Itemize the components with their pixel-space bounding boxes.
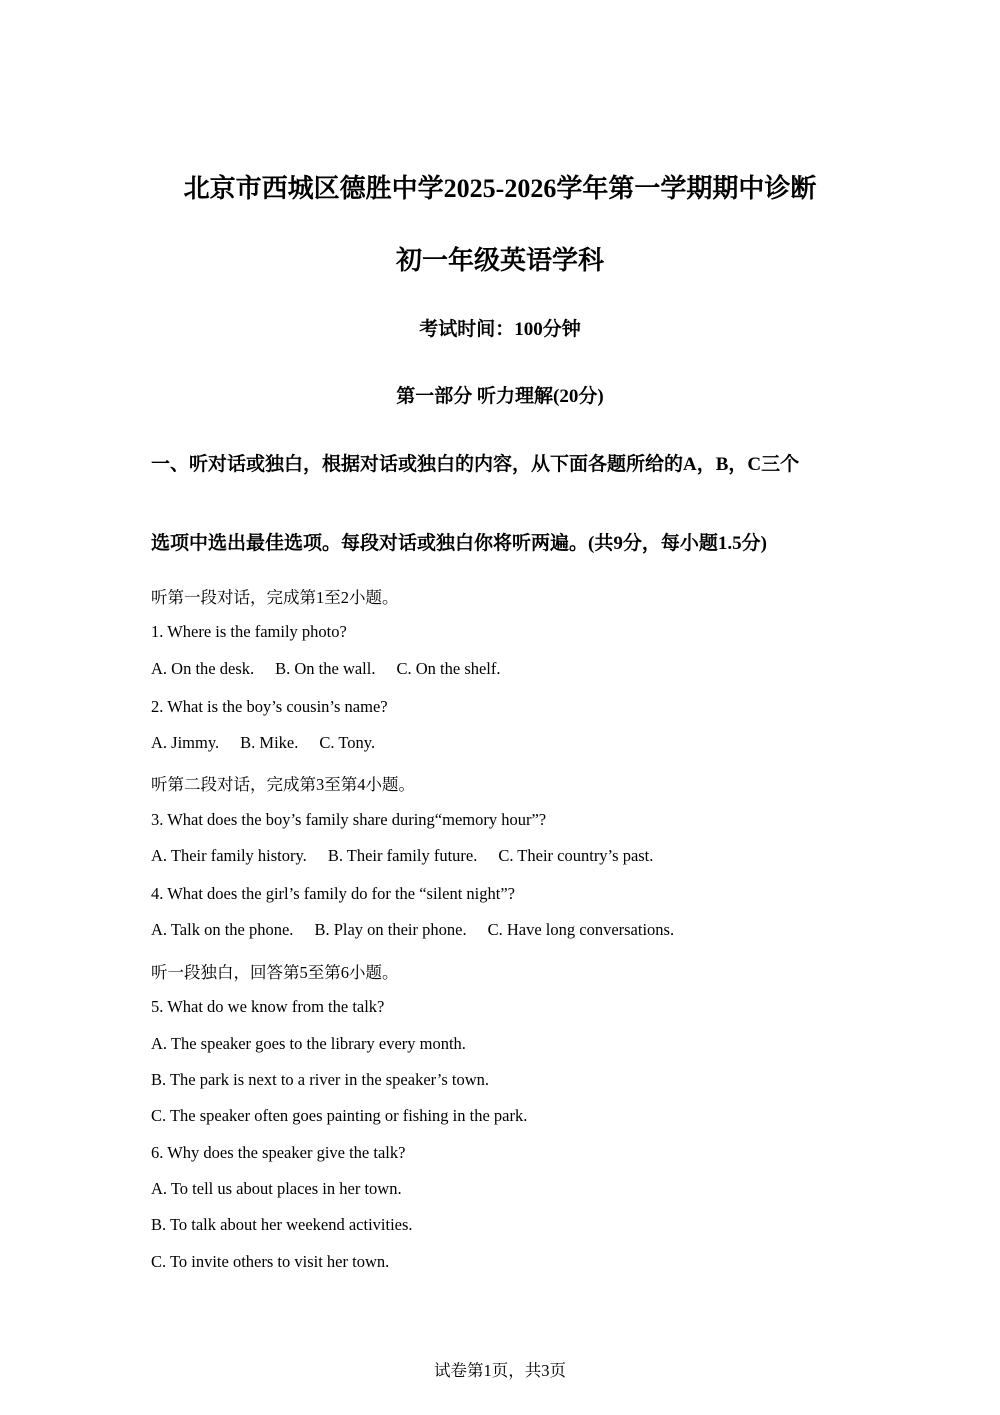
option-c: C. On the shelf. — [396, 659, 501, 678]
option-a: A. On the desk. — [151, 659, 255, 678]
question-4-options — [151, 920, 674, 940]
section-instruction-line2: 选项中选出最佳选项。每段对话或独白你将听两遍。(共9分，每小题1.5分) — [151, 533, 767, 554]
question-3: 3. What does the boy’s family share during“memory hour”? — [151, 810, 547, 829]
question-6-option-a: A. To tell us about places in her town. — [151, 1179, 402, 1198]
question-6-option-c: C. To invite others to visit her town. — [151, 1252, 390, 1271]
question-5-option-b: B. The park is next to a river in the speaker’s town. — [151, 1070, 490, 1089]
option-c: C. Have long conversations. — [487, 920, 675, 939]
question-5-option-c: C. The speaker often goes painting or fishing in the park. — [151, 1106, 528, 1125]
question-5: 5. What do we know from the talk? — [151, 997, 385, 1016]
section-instruction-line1: 一、听对话或独白，根据对话或独白的内容，从下面各题所给的A，B，C三个 — [151, 454, 800, 475]
question-2-options — [151, 733, 375, 753]
question-1: 1. Where is the family photo? — [151, 622, 347, 641]
monologue-intro: 听一段独白，回答第5至第6小题。 — [151, 963, 399, 982]
question-6-option-b: B. To talk about her weekend activities. — [151, 1215, 413, 1234]
question-5-option-a: A. The speaker goes to the library every month. — [151, 1034, 466, 1053]
dialog1-intro: 听第一段对话，完成第1至2小题。 — [151, 588, 399, 607]
option-a: A. Talk on the phone. — [151, 920, 294, 939]
option-c: C. Tony. — [319, 733, 376, 752]
option-a: A. Their family history. — [151, 846, 307, 865]
exam-time: 考试时间：100分钟 — [419, 319, 581, 340]
page-footer: 试卷第1页，共3页 — [434, 1361, 566, 1380]
option-b: B. Their family future. — [327, 846, 478, 865]
question-4: 4. What does the girl’s family do for the “silent night”? — [151, 884, 515, 903]
option-c: C. Their country’s past. — [498, 846, 654, 865]
option-b: B. Play on their phone. — [314, 920, 467, 939]
question-3-options — [151, 846, 653, 866]
exam-title-line1: 北京市西城区德胜中学2025-2026学年第一学期期中诊断 — [183, 174, 817, 203]
option-b: B. On the wall. — [275, 659, 376, 678]
exam-title-line2: 初一年级英语学科 — [395, 246, 604, 275]
option-a: A. Jimmy. — [151, 733, 220, 752]
dialog2-intro: 听第二段对话，完成第3至第4小题。 — [151, 775, 415, 794]
question-2: 2. What is the boy’s cousin’s name? — [151, 697, 388, 716]
option-b: B. Mike. — [240, 733, 299, 752]
question-6: 6. Why does the speaker give the talk? — [151, 1143, 406, 1162]
part-title: 第一部分 听力理解(20分) — [396, 386, 604, 407]
question-1-options — [151, 659, 501, 679]
